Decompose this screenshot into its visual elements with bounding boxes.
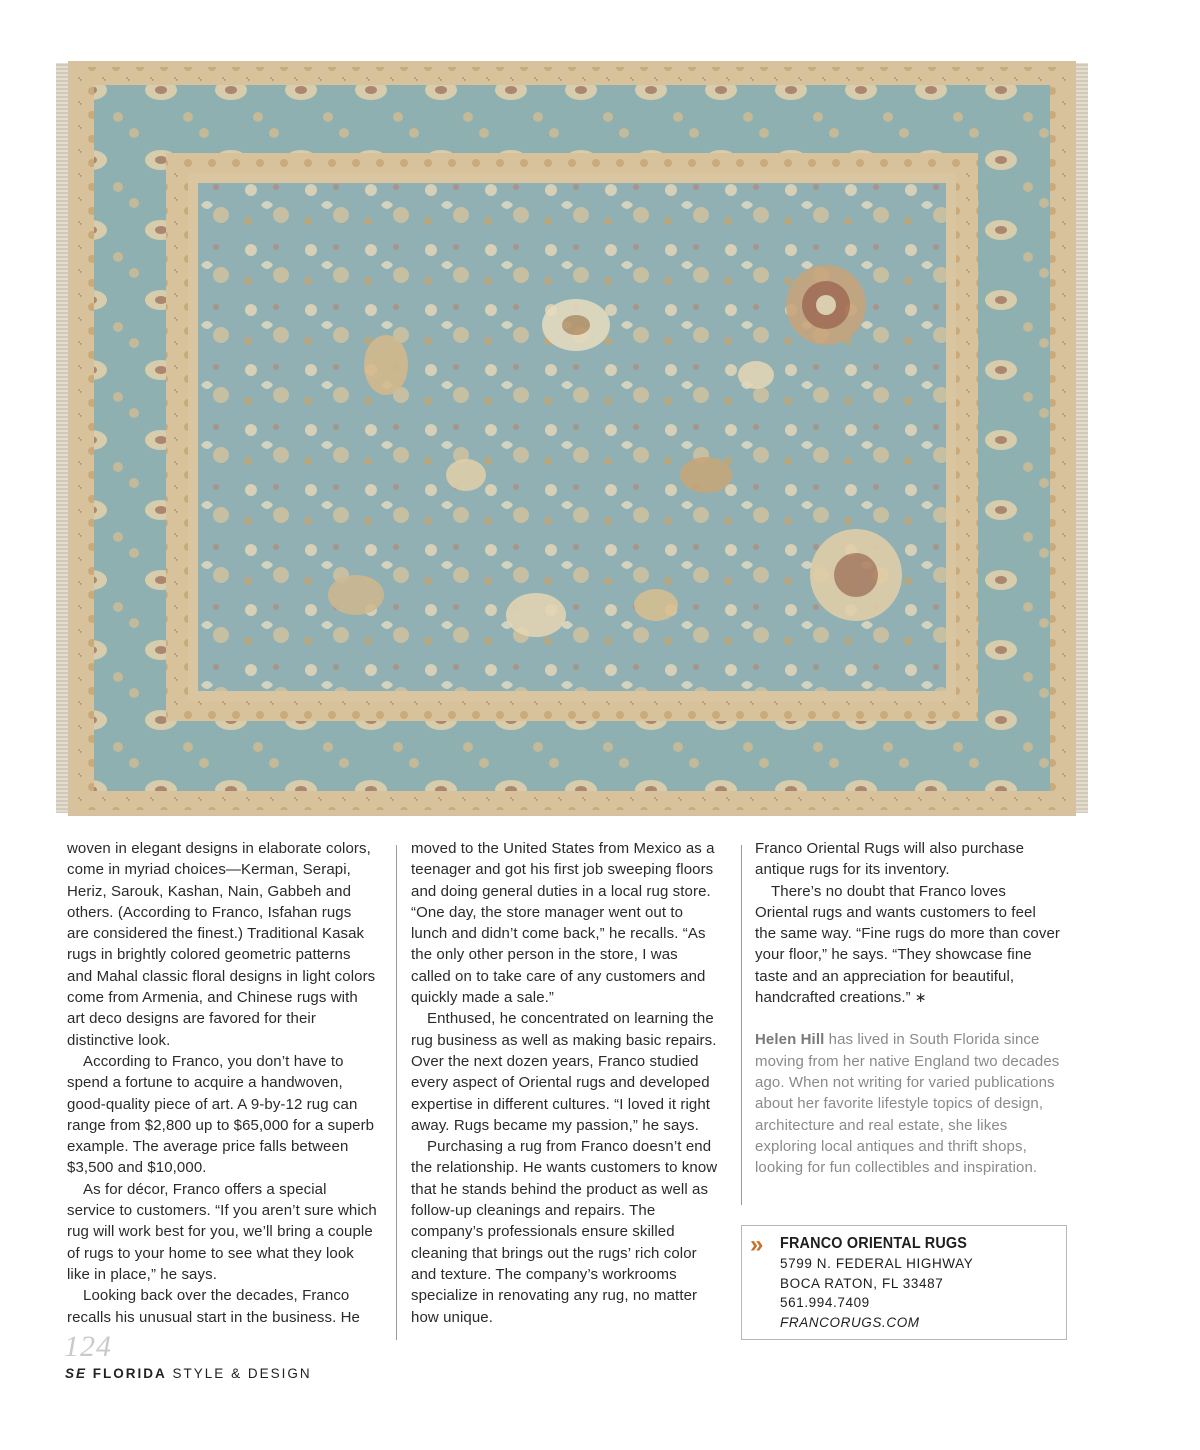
article-column-1 <box>67 838 377 1328</box>
article-column-3 <box>755 838 1060 1178</box>
author-bio <box>755 1029 1060 1178</box>
rug-photo <box>56 55 1088 820</box>
magazine-name-rest: STYLE & DESIGN <box>172 1366 312 1381</box>
paragraph: moved to the United States from Mexico as a teenager and got his first job sweeping floors and doing general duties in a local rug store. “One day, the store manager went out to lunch and didn’t come back,” he recalls. “As the only other person in the store, I was called on to take care of any customers and quickly made a sale.” <box>411 840 715 1007</box>
paragraph: According to Franco, you don’t have to spend a fortune to acquire a handwoven, good-quality piece of art. A 9-by-12 rug can range from $2,800 up to $65,000 for a superb example. The average price falls between $3,500 and $10,000. <box>67 1052 375 1177</box>
author-name: Helen Hill <box>755 1031 825 1049</box>
article-column-2 <box>411 838 721 1328</box>
paragraph: woven in elegant designs in elaborate colors, come in myriad choices—Kerman, Serapi, Heriz, Sarouk, Kashan, Nain, Gabbeh and others. (According to Franco, Isfahan rugs are considered the finest.) Traditional Kasak rugs in brightly colored geometric patterns and Mahal classic floral designs in light colors come from Armenia, and Chinese rugs with art deco designs are favored for their distinctive look. <box>67 840 376 1049</box>
paragraph: Purchasing a rug from Franco doesn’t end the relationship. He wants customers to know that he stands behind the product as well as follow-up cleanings and repairs. The company’s professionals ensure skilled cleaning that brings out the rugs’ rich color and texture. The company’s workrooms specialize in renovating any rug, no matter how unique. <box>411 1138 718 1326</box>
business-name: FRANCO ORIENTAL RUGS <box>780 1235 968 1252</box>
paragraph: As for décor, Franco offers a special service to customers. “If you aren’t sure which rug will work best for you, we’ll bring a couple of rugs to your home to see what they look like in place,” he says. <box>67 1180 377 1283</box>
magazine-name-se: SE <box>65 1366 88 1381</box>
end-mark: ∗ <box>914 989 927 1006</box>
business-phone: 561.994.7409 <box>780 1295 870 1310</box>
author-bio-text: has lived in South Florida since moving from her native England two decades ago. When not writing for varied publications about her favorite lifestyle topics of design, architecture and real estate, she likes exploring local antiques and thrift shops, looking for fun collectibles and inspiration. <box>755 1031 1060 1177</box>
page-number: 124 <box>64 1330 112 1363</box>
column-divider <box>396 845 397 1340</box>
paragraph <box>755 881 1060 1009</box>
business-address-line-1: 5799 N. FEDERAL HIGHWAY <box>780 1256 974 1271</box>
magazine-name <box>65 1366 312 1381</box>
paragraph: Enthused, he concentrated on learning the rug business as well as making basic repairs. Over the next dozen years, Franco studied every aspect of Oriental rugs and developed expertise in different cultures. “I loved it right away. Rugs became my passion,” he says. <box>411 1010 717 1134</box>
paragraph: Franco Oriental Rugs will also purchase antique rugs for its inventory. <box>755 840 1025 879</box>
business-website-link[interactable]: FRANCORUGS.COM <box>780 1314 920 1330</box>
magazine-name-florida: FLORIDA <box>92 1366 167 1381</box>
paragraph-text: There’s no doubt that Franco loves Oriental rugs and wants customers to feel the same way. “Fine rugs do more than cover your floor,” he says. “They showcase fine taste and an appreciation for beautiful, handcrafted creations.” <box>755 882 1060 1007</box>
business-info-box <box>741 1225 1067 1340</box>
business-address-line-2: BOCA RATON, FL 33487 <box>780 1275 944 1291</box>
chevron-right-icon: » <box>750 1231 760 1258</box>
paragraph: Looking back over the decades, Franco recalls his unusual start in the business. He <box>67 1287 360 1326</box>
column-divider <box>741 845 742 1205</box>
